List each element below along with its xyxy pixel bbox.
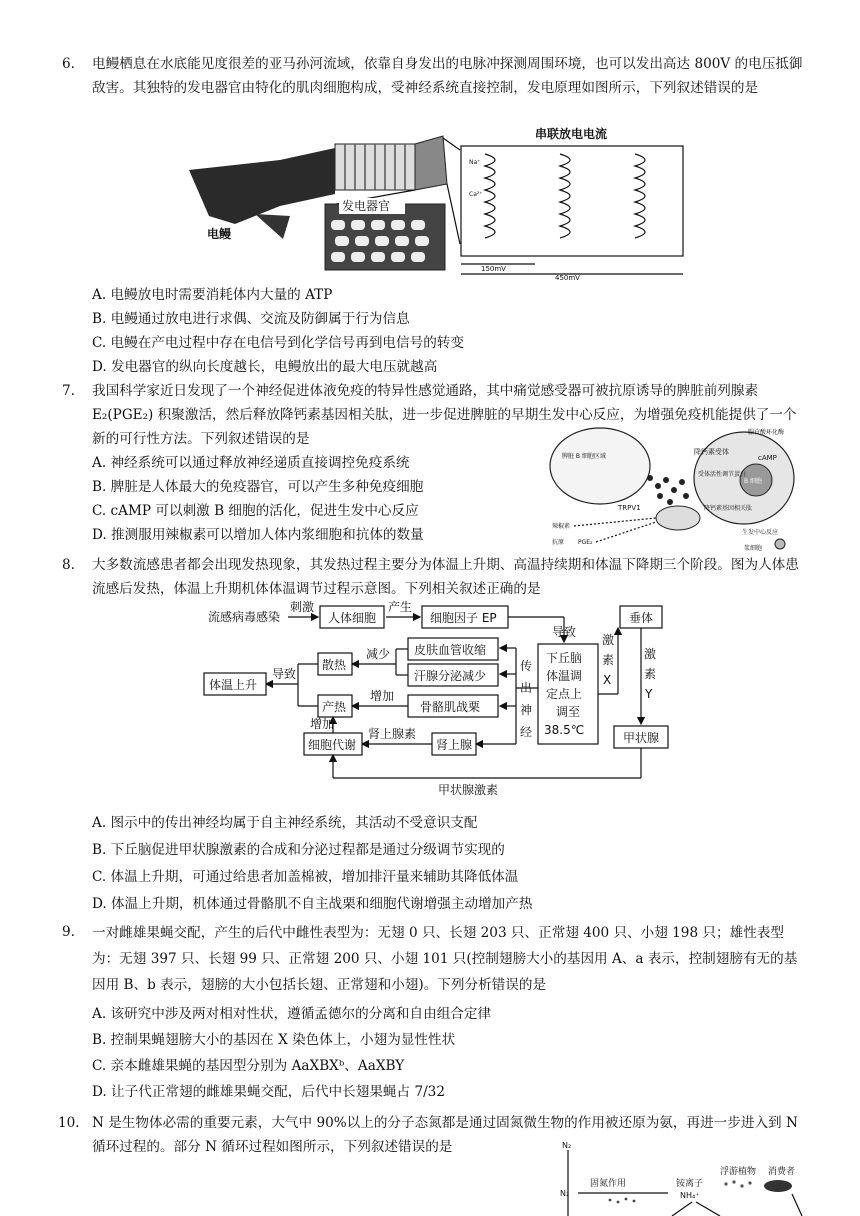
sweat-label: 汗腺分泌减少 — [414, 669, 487, 683]
nh4-label: NH₄⁺ — [680, 1191, 700, 1200]
b-cell-label: B 细胞 — [744, 478, 763, 485]
efferent-1: 传 — [520, 659, 533, 673]
question-number: 8. — [62, 557, 75, 573]
cgrp-label: 降钙素基因相关肽 — [704, 505, 753, 512]
ammonium-label: 铵离子 — [676, 1179, 704, 1189]
scale-450mv: 450mV — [555, 274, 580, 280]
rise-label: 体温上升 — [209, 678, 258, 692]
q8-option-b[interactable]: B. 下丘脑促进甲状腺激素的合成和分泌过程都是通过分级调节实现的 — [92, 842, 505, 858]
current-label: 串联放电电流 — [535, 127, 608, 141]
antigen-label: 抗原 — [552, 539, 565, 546]
q7-option-c[interactable]: C. cAMP 可以刺激 B 细胞的活化，促进生发中心反应 — [92, 503, 419, 519]
enzyme-label: 腺苷酸环化酶 — [748, 429, 785, 436]
circuit-frame — [461, 146, 683, 256]
cell-stack-waves — [485, 154, 645, 238]
stimulate-label: 刺激 — [290, 600, 315, 614]
eel-organ-figure — [185, 124, 790, 280]
question-number: 7. — [62, 383, 75, 399]
q7-option-b[interactable]: B. 脾脏是人体最大的免疫器官，可以产生多种免疫细胞 — [92, 479, 424, 495]
heat-prod-label: 产热 — [322, 700, 347, 714]
efferent-2: 出 — [520, 681, 533, 695]
question-stem: N 是生物体必需的重要元素，大气中 90%以上的分子态氮都是通过固氮微生物的作用被还原为氨，再进一步进入到 N 循环过程的。部分 N 循环过程如图所示，下列叙述错误的是 — [92, 1115, 798, 1155]
q9-option-b[interactable]: B. 控制果蝇翅膀大小的基因在 X 染色体上，小翅为显性性状 — [92, 1032, 456, 1048]
pge2-label: PGE₂ — [578, 539, 593, 546]
thyroid-label: 甲状腺 — [623, 731, 660, 745]
pituitary-label: 垂体 — [629, 611, 654, 625]
body-cell-label: 人体细胞 — [328, 611, 377, 625]
eel-body — [189, 148, 335, 224]
spleen-b-label: 脾脏 B 细胞区域 — [562, 453, 606, 460]
hormone-x-2: 素 — [602, 653, 615, 667]
hormone-y-1: 激 — [644, 647, 657, 661]
fixation-label: 固氮作用 — [590, 1179, 627, 1189]
ion-ca: Ca²⁺ — [469, 191, 483, 198]
q9-option-c[interactable]: C. 亲本雌雄果蝇的基因型分别为 AaXBXᵇ、AaXBY — [92, 1058, 405, 1074]
hypo-line-3: 定点上 — [546, 687, 583, 701]
eel-fin — [255, 214, 290, 239]
hypo-line-5: 38.5℃ — [544, 723, 585, 737]
plankton-label: 浮游植物 — [720, 1167, 757, 1177]
ion-na: Na⁺ — [469, 159, 481, 166]
receptor-protein-label: 受体活性调节蛋白 — [698, 471, 747, 478]
hormone-x-3: X — [603, 673, 612, 687]
efferent-3: 神 — [520, 703, 533, 717]
question-number: 9. — [62, 924, 75, 940]
calcitonin-receptor-label: 降钙素受体 — [694, 448, 729, 456]
thermoregulation-diagram — [200, 598, 670, 800]
q6-option-b[interactable]: B. 电鳗通过放电进行求偶、交流及防御属于行为信息 — [92, 311, 410, 327]
q6-option-c[interactable]: C. 电鳗在产电过程中存在电信号到化学信号再到电信号的转变 — [92, 335, 464, 351]
ep-label: 细胞因子 EP — [430, 611, 497, 625]
q8-option-c[interactable]: C. 体温上升期，可通过给患者加盖棉被，增加排汗量来辅助其降低体温 — [92, 869, 519, 885]
n2-label: N₂ — [560, 1189, 570, 1198]
q6-option-a[interactable]: A. 电鳗放电时需要消耗体内大量的 ATP — [92, 287, 333, 303]
cause-label: 导致 — [552, 625, 577, 639]
metabolism-label: 细胞代谢 — [308, 738, 357, 752]
adrenal-label: 肾上腺 — [436, 738, 473, 752]
question-stem: 电鳗栖息在水底能见度很差的亚马孙河流域，依靠自身发出的电脉冲探测周围环境，也可以发出高达 800V 的电压抵御敌害。其独特的发电器官由特化的肌肉细胞构成，受神经系统直接控制，发电原理如图所示，下列叙述错误的是 — [92, 56, 803, 96]
cause2-label: 导致 — [272, 667, 297, 681]
increase-label: 增加 — [370, 689, 395, 703]
q8-option-a[interactable]: A. 图示中的传出神经均属于自主神经系统，其活动不受意识支配 — [92, 815, 478, 831]
increase2-label: 增加 — [310, 717, 335, 731]
n2-top-label: N₂ — [562, 1141, 572, 1150]
trpv1-label: TRPV1 — [618, 504, 641, 512]
produce-label: 产生 — [388, 600, 413, 614]
hormone-y-3: Y — [645, 687, 653, 701]
question-stem: 我国科学家近日发现了一个神经促进体液免疫的特异性感觉通路，其中痛觉感受器可被抗原诱导的脾脏前列腺素 E₂(PGE₂) 积聚激活，然后释放降钙素基因相关肽，进一步促进脾脏的早期生发中心反应，为增强免疫机能提供了一个新的可行性方法。下列叙述错误的是 — [92, 383, 797, 447]
eel-label: 电鳗 — [207, 227, 232, 241]
hormone-x-1: 激 — [602, 633, 615, 647]
immune-pathway-figure — [548, 426, 802, 554]
camp-label: cAMP — [758, 454, 777, 462]
nitrogen-cycle-figure — [556, 1138, 806, 1216]
consumer-fish-icon — [764, 1180, 792, 1192]
virus-label: 流感病毒感染 — [208, 610, 281, 624]
question-number: 6. — [62, 56, 75, 72]
hormone-y-2: 素 — [644, 667, 657, 681]
germinal-label: 生发中心反应 — [742, 529, 779, 536]
hypo-line-2: 体温调 — [546, 669, 583, 683]
spleen-region — [550, 428, 650, 504]
decrease-label: 减少 — [366, 647, 391, 661]
q7-option-d[interactable]: D. 推测服用辣椒素可以增加人体内浆细胞和抗体的数量 — [92, 527, 424, 543]
thyroxine-label: 甲状腺激素 — [438, 783, 499, 797]
plasma-label: 浆细胞 — [744, 545, 763, 552]
q6-option-d[interactable]: D. 发电器官的纵向长度越长，电鳗放出的最大电压就越高 — [92, 359, 438, 375]
scale-150mv: 150mV — [481, 265, 506, 273]
question-stem: 一对雌雄果蝇交配，产生的后代中雌性表型为：无翅 0 只、长翅 203 只、正常翅 400 只、小翅 198 只；雄性表型为：无翅 397 只、长翅 99 只、正常翅 200 只、小翅 101 只(控制翅膀大小的基因用 A、a 表示，控制翅膀有无的基因用 B、b 表示，翅膀的大小包括长翅、正常翅和小翅)。下列分析错误的是 — [92, 925, 798, 993]
hypo-line-1: 下丘脑 — [546, 651, 583, 665]
hypo-line-4: 调至 — [556, 705, 581, 719]
question-number: 10. — [58, 1115, 80, 1131]
q9-option-a[interactable]: A. 该研究中涉及两对相对性状，遵循孟德尔的分离和自由组合定律 — [92, 1006, 492, 1022]
q8-option-d[interactable]: D. 体温上升期，机体通过骨骼肌不自主战栗和细胞代谢增强主动增加产热 — [92, 896, 533, 912]
q9-option-d[interactable]: D. 让子代正常翅的雌雄果蝇交配，后代中长翅果蝇占 7/32 — [92, 1084, 445, 1100]
q7-option-a[interactable]: A. 神经系统可以通过释放神经递质直接调控免疫系统 — [92, 455, 410, 471]
vaso-label: 皮肤血管收缩 — [414, 643, 487, 657]
adrenaline-label: 肾上腺素 — [368, 727, 417, 741]
organ-label: 发电器官 — [342, 199, 391, 213]
efferent-4: 经 — [520, 725, 533, 739]
capsaicin-label: 辣椒素 — [552, 523, 571, 530]
heat-loss-label: 散热 — [322, 658, 347, 672]
consumer-label: 消费者 — [768, 1167, 796, 1177]
shiver-label: 骨骼肌战栗 — [420, 700, 481, 714]
question-stem: 大多数流感患者都会出现发热现象，其发热过程主要分为体温上升期、高温持续期和体温下降期三个阶段。图为人体患流感后发热，体温上升期机体体温调节过程示意图。下列相关叙述正确的是 — [92, 557, 799, 597]
